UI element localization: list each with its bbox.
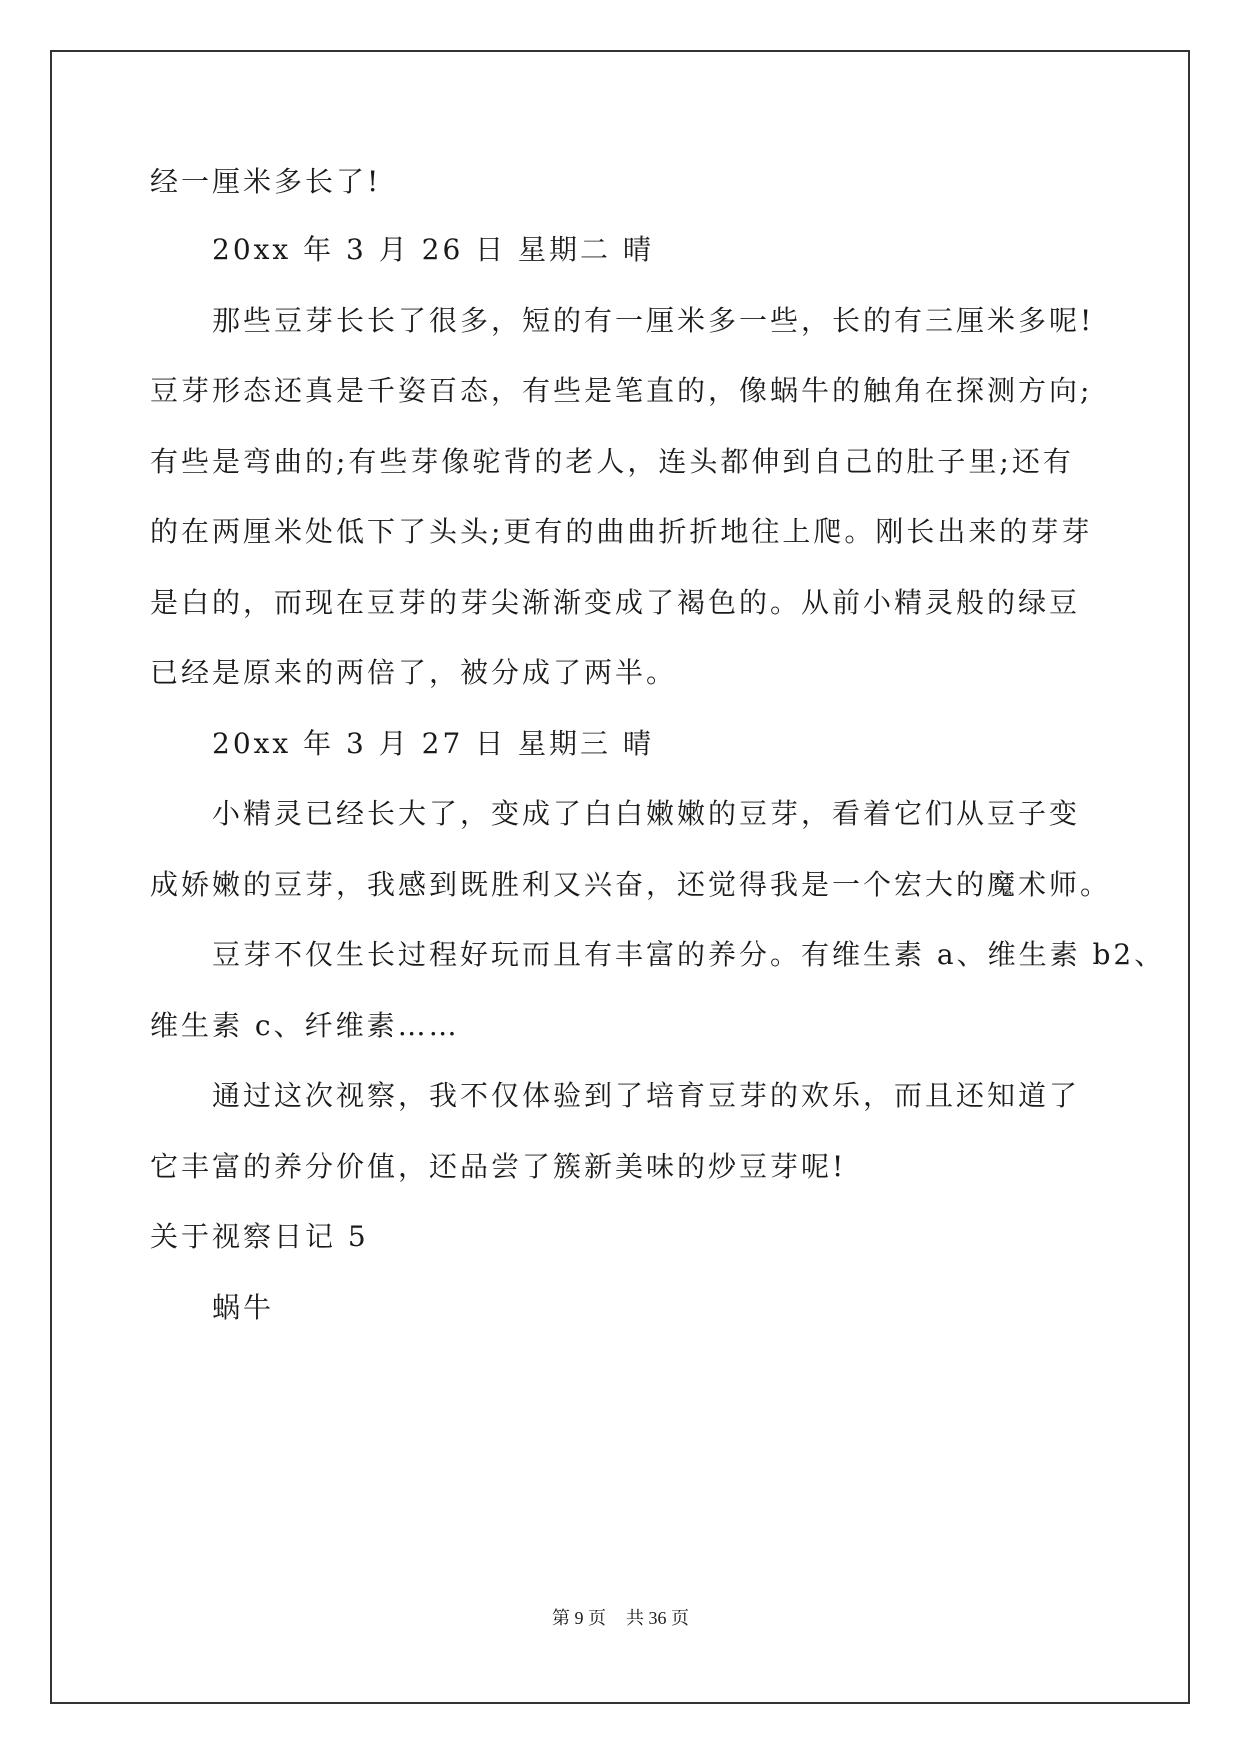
diary-date-heading: 20xx 年 3 月 26 日 星期二 晴 <box>212 233 654 266</box>
section-title: 关于视察日记 5 <box>150 1220 369 1253</box>
text-line: 通过这次视察，我不仅体验到了培育豆芽的欢乐，而且还知道了 <box>212 1079 1081 1112</box>
page-number-total: 共 36 页 <box>626 1608 689 1628</box>
text-line: 那些豆芽长长了很多，短的有一厘米多一些，长的有三厘米多呢! <box>212 304 1095 337</box>
text-line: 有些是弯曲的;有些芽像驼背的老人，连头都伸到自己的肚子里;还有 <box>150 445 1074 478</box>
text-line: 维生素 c、纤维素…… <box>150 1009 460 1042</box>
text-line: 的在两厘米处低下了头头;更有的曲曲折折地往上爬。刚长出来的芽芽 <box>150 515 1093 548</box>
text-line: 豆芽不仅生长过程好玩而且有丰富的养分。有维生素 a、维生素 b2、 <box>212 938 1166 971</box>
text-line: 成娇嫩的豆芽，我感到既胜利又兴奋，还觉得我是一个宏大的魔术师。 <box>150 868 1112 901</box>
page-number-current: 第 9 页 <box>552 1608 606 1628</box>
text-line: 已经是原来的两倍了，被分成了两半。 <box>150 656 678 689</box>
page-footer <box>0 1606 1241 1630</box>
text-line: 小精灵已经长大了，变成了白白嫩嫩的豆芽，看着它们从豆子变 <box>212 797 1081 830</box>
text-line: 是白的，而现在豆芽的芽尖渐渐变成了褐色的。从前小精灵般的绿豆 <box>150 586 1081 619</box>
text-line: 豆芽形态还真是千姿百态，有些是笔直的，像蜗牛的触角在探测方向; <box>150 374 1093 407</box>
text-line: 经一厘米多长了! <box>150 165 382 198</box>
text-line: 它丰富的养分价值，还品尝了簇新美味的炒豆芽呢! <box>150 1150 847 1183</box>
subsection-title: 蜗牛 <box>212 1291 275 1324</box>
diary-date-heading: 20xx 年 3 月 27 日 星期三 晴 <box>212 727 654 760</box>
